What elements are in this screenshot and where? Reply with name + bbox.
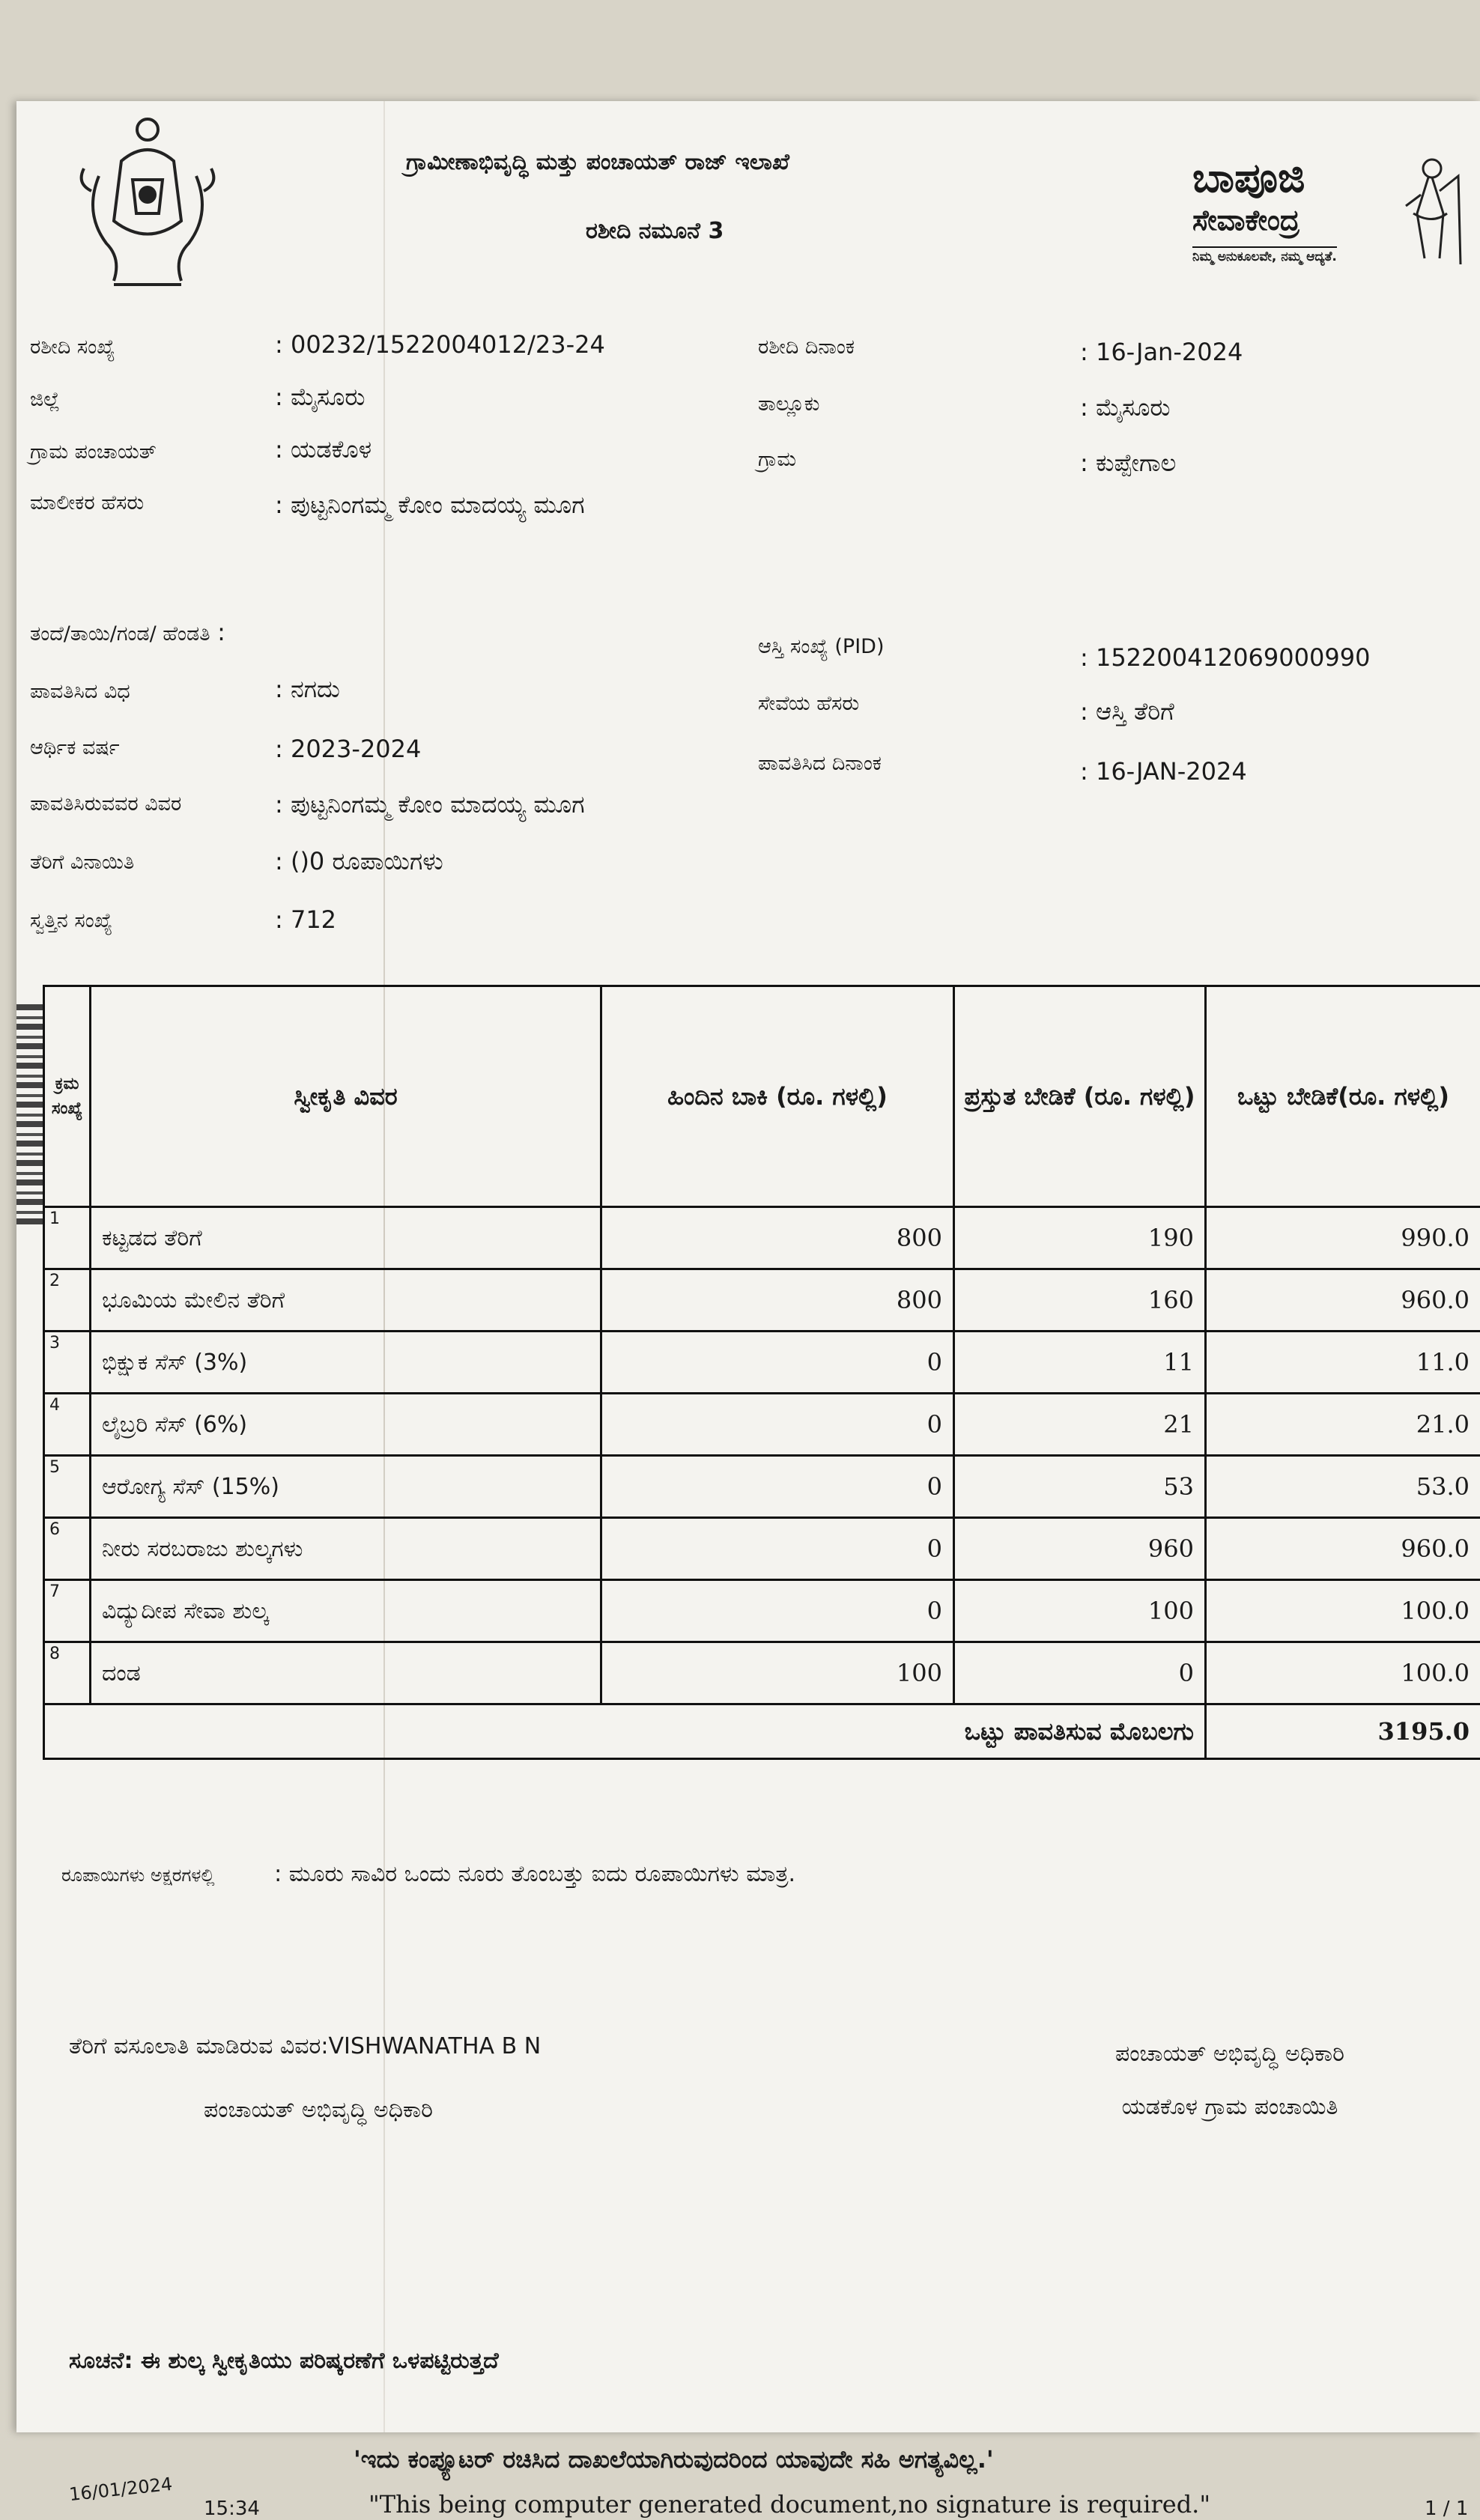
cell-total: 960.0: [1206, 1518, 1480, 1580]
cell-previous: 0: [601, 1518, 954, 1580]
field-financial-year: [30, 734, 120, 760]
printed-date: 16/01/2024: [68, 2474, 173, 2505]
cell-total: 990.0: [1206, 1207, 1480, 1269]
table-row: [44, 1518, 1480, 1580]
cell-current: 160: [954, 1269, 1206, 1332]
field-payer-details: [30, 790, 181, 816]
total-value: 3195.0: [1206, 1704, 1480, 1759]
field-label: ಜಿಲ್ಲೆ: [30, 388, 60, 411]
field-label: ರಶೀದಿ ಸಂಖ್ಯೆ: [30, 336, 115, 359]
cell-previous: 0: [601, 1394, 954, 1456]
service-name-value: : ಆಸ್ತಿ ತೆರಿಗೆ: [1080, 697, 1174, 726]
officer-right-block: [1043, 2041, 1417, 2147]
field-receipt-no: [30, 333, 115, 359]
field-village: [758, 446, 796, 472]
field-district: [30, 386, 60, 412]
cell-total: 960.0: [1206, 1269, 1480, 1332]
col-header-sl: ಕ್ರಮ ಸಂಖ್ಯೆ: [44, 986, 91, 1207]
field-label: ತಾಲ್ಲೂಕು: [758, 392, 820, 416]
cell-current: 21: [954, 1394, 1206, 1456]
table-row: [44, 1269, 1480, 1332]
cell-current: 0: [954, 1642, 1206, 1704]
service-center-logo: [1185, 154, 1470, 281]
table-row: [44, 1456, 1480, 1518]
department-title: ಗ್ರಾಮೀಣಾಭಿವೃದ್ಧಿ ಮತ್ತು ಪಂಚಾಯತ್ ರಾಜ್ ಇಲಾಖೆ: [406, 149, 789, 175]
cell-description: ಕಟ್ಟಡದ ತೆರಿಗೆ: [91, 1207, 601, 1269]
field-receipt-date: [758, 333, 855, 359]
field-taluk: [758, 390, 820, 416]
cell-description: ಭೂಮಿಯ ಮೇಲಿನ ತೆರಿಗೆ: [91, 1269, 601, 1332]
brand-tagline: ನಿಮ್ಮ ಅನುಕೂಲವೇ, ನಮ್ಮ ಆದ್ಯತೆ.: [1192, 246, 1337, 264]
payer-details-value: : ಪುಟ್ಟನಿಂಗಮ್ಮ ಕೋಂ ಮಾದಯ್ಯ ಮೂಗ: [275, 790, 585, 819]
gram-panchayat-value: : ಯಡಕೊಳ: [275, 435, 371, 464]
cell-previous: 800: [601, 1269, 954, 1332]
receipt-sheet: [16, 101, 1480, 2432]
cell-total: 21.0: [1206, 1394, 1480, 1456]
cell-sl: 5: [44, 1456, 91, 1518]
field-label: ಸ್ವತ್ತಿನ ಸಂಖ್ಯೆ: [30, 909, 112, 932]
table-header-row: [44, 986, 1480, 1207]
col-header-total-demand: ಒಟ್ಟು ಬೇಡಿಕೆ(ರೂ. ಗಳಲ್ಲಿ): [1206, 986, 1480, 1207]
field-pid: [758, 633, 884, 659]
cell-description: ಲೈಬ್ರರಿ ಸೆಸ್ (6%): [91, 1394, 601, 1456]
officer-right-title: ಪಂಚಾಯತ್ ಅಭಿವೃದ್ಧಿ ಅಧಿಕಾರಿ: [1043, 2041, 1417, 2067]
taluk-value: : ಮೈಸೂರು: [1080, 393, 1171, 422]
brand-subtitle: ಸೇವಾಕೇಂದ್ರ: [1192, 203, 1299, 237]
form-title: ರಶೀದಿ ನಮೂನೆ 3: [586, 218, 724, 244]
page-number: 1 / 1: [1425, 2498, 1468, 2520]
cell-total: 11.0: [1206, 1332, 1480, 1394]
district-value: : ಮೈಸೂರು: [275, 383, 366, 412]
relation-value: :: [217, 618, 225, 646]
cell-description: ದಂಡ: [91, 1642, 601, 1704]
field-owner-name: [30, 489, 144, 515]
disclaimer-english: "This being computer generated document,no signature is required.": [369, 2490, 1210, 2519]
cell-sl: 6: [44, 1518, 91, 1580]
field-label: ಗ್ರಾಮ: [758, 448, 796, 471]
qr-code-strip: [16, 1000, 43, 1224]
col-header-previous-balance: ಹಿಂದಿನ ಬಾಕಿ (ರೂ. ಗಳಲ್ಲಿ): [601, 986, 954, 1207]
brand-name: ಬಾಪೂಜಿ: [1192, 154, 1305, 202]
table-row: [44, 1580, 1480, 1642]
financial-year-value: : 2023-2024: [275, 735, 421, 763]
gandhi-figure-icon: [1387, 154, 1470, 266]
field-label: ಆಸ್ತಿ ಸಂಖ್ಯೆ (PID): [758, 635, 884, 658]
total-label: ಒಟ್ಟು ಪಾವತಿಸುವ ಮೊಬಲಗು: [44, 1704, 1206, 1759]
officer-left-title: ಪಂಚಾಯತ್ ಅಭಿವೃದ್ಧಿ ಅಧಿಕಾರಿ: [204, 2097, 433, 2123]
pid-value: : 152200412069000990: [1080, 643, 1370, 672]
field-label: ತೆರಿಗೆ ವಿನಾಯಿತಿ: [30, 851, 134, 874]
col-header-current-demand: ಪ್ರಸ್ತುತ ಬೇಡಿಕೆ (ರೂ. ಗಳಲ್ಲಿ): [954, 986, 1206, 1207]
cell-description: ನೀರು ಸರಬರಾಜು ಶುಲ್ಕಗಳು: [91, 1518, 601, 1580]
cell-total: 53.0: [1206, 1456, 1480, 1518]
cell-total: 100.0: [1206, 1642, 1480, 1704]
col-header-description: ಸ್ವೀಕೃತಿ ವಿವರ: [91, 986, 601, 1207]
field-label: ಆರ್ಥಿಕ ವರ್ಷ: [30, 736, 120, 759]
cell-previous: 0: [601, 1580, 954, 1642]
cell-current: 100: [954, 1580, 1206, 1642]
field-label: ರಶೀದಿ ದಿನಾಂಕ: [758, 336, 855, 359]
field-gram-panchayat: [30, 438, 157, 464]
cell-description: ಭಿಕ್ಷುಕ ಸೆಸ್ (3%): [91, 1332, 601, 1394]
field-label: ಪಾವತಿಸಿರುವವರ ವಿವರ: [30, 792, 181, 816]
paid-date-value: : 16-JAN-2024: [1080, 757, 1247, 786]
table-row: [44, 1207, 1480, 1269]
state-emblem-icon: [69, 109, 226, 296]
field-service-name: [758, 690, 859, 716]
cell-sl: 1: [44, 1207, 91, 1269]
receipt-date-value: : 16-Jan-2024: [1080, 338, 1243, 366]
cell-sl: 8: [44, 1642, 91, 1704]
cell-sl: 2: [44, 1269, 91, 1332]
cell-current: 53: [954, 1456, 1206, 1518]
cell-previous: 0: [601, 1332, 954, 1394]
collector-details: ತೆರಿಗೆ ವಸೂಲಾತಿ ಮಾಡಿರುವ ವಿವರ:VISHWANATHA B N: [69, 2033, 541, 2059]
field-label: ತಂದೆ/ತಾಯಿ/ಗಂಡ/ ಹೆಂಡತಿ: [30, 622, 210, 646]
owner-name-value: : ಪುಟ್ಟನಿಂಗಮ್ಮ ಕೋಂ ಮಾದಯ್ಯ ಮೂಗ: [275, 491, 585, 520]
tax-exemption-value: : ()0 ರೂಪಾಯಿಗಳು: [275, 847, 443, 876]
cell-current: 11: [954, 1332, 1206, 1394]
payment-mode-value: : ನಗದು: [275, 675, 340, 704]
field-paid-date: [758, 750, 882, 776]
fee-table: [43, 985, 1480, 1760]
table-total-row: [44, 1704, 1480, 1759]
field-label: ಪಾವತಿಸಿದ ವಿಧ: [30, 680, 130, 703]
amount-in-words: [61, 1861, 795, 1887]
cell-previous: 0: [601, 1456, 954, 1518]
table-row: [44, 1394, 1480, 1456]
table-row: [44, 1332, 1480, 1394]
field-property-no: [30, 907, 112, 933]
property-no-value: : 712: [275, 905, 336, 934]
cell-description: ವಿದ್ಯುದೀಪ ಸೇವಾ ಶುಲ್ಕ: [91, 1580, 601, 1642]
receipt-no-value: : 00232/1522004012/23-24: [275, 330, 605, 359]
field-label: ಮಾಲೀಕರ ಹೆಸರು: [30, 491, 144, 514]
field-payment-mode: [30, 678, 130, 704]
field-label: ಸೇವೆಯ ಹೆಸರು: [758, 692, 859, 715]
cell-sl: 7: [44, 1580, 91, 1642]
cell-current: 960: [954, 1518, 1206, 1580]
field-relation: [30, 618, 225, 646]
officer-right-place: ಯಡಕೊಳ ಗ್ರಾಮ ಪಂಚಾಯಿತಿ: [1043, 2094, 1417, 2120]
amount-words-value: : ಮೂರು ಸಾವಿರ ಒಂದು ನೂರು ತೊಂಬತ್ತು ಐದು ರೂಪಾಯಿಗಳು ಮಾತ್ರ.: [274, 1861, 795, 1887]
field-tax-exemption: [30, 848, 134, 875]
revision-note: ಸೂಚನೆ: ಈ ಶುಲ್ಕ ಸ್ವೀಕೃತಿಯು ಪರಿಷ್ಕರಣೆಗೆ ಒಳಪಟ್ಟಿರುತ್ತದೆ: [69, 2348, 499, 2374]
table-row: [44, 1642, 1480, 1704]
printed-time: 15:34: [204, 2498, 260, 2520]
field-label: ಪಾವತಿಸಿದ ದಿನಾಂಕ: [758, 752, 882, 775]
field-label: ಗ್ರಾಮ ಪಂಚಾಯತ್: [30, 440, 157, 464]
cell-previous: 800: [601, 1207, 954, 1269]
village-value: : ಕುಪ್ಪೇಗಾಲ: [1080, 449, 1176, 478]
cell-description: ಆರೋಗ್ಯ ಸೆಸ್ (15%): [91, 1456, 601, 1518]
cell-sl: 3: [44, 1332, 91, 1394]
amount-words-label: ರೂಪಾಯಿಗಳು ಅಕ್ಷರಗಳಲ್ಲಿ: [61, 1865, 215, 1886]
cell-total: 100.0: [1206, 1580, 1480, 1642]
disclaimer-kannada: 'ಇದು ಕಂಪ್ಯೂಟರ್ ರಚಿಸಿದ ದಾಖಲೆಯಾಗಿರುವುದರಿಂದ ಯಾವುದೇ ಸಹಿ ಅಗತ್ಯವಿಲ್ಲ.': [354, 2445, 994, 2474]
cell-previous: 100: [601, 1642, 954, 1704]
cell-current: 190: [954, 1207, 1206, 1269]
cell-sl: 4: [44, 1394, 91, 1456]
